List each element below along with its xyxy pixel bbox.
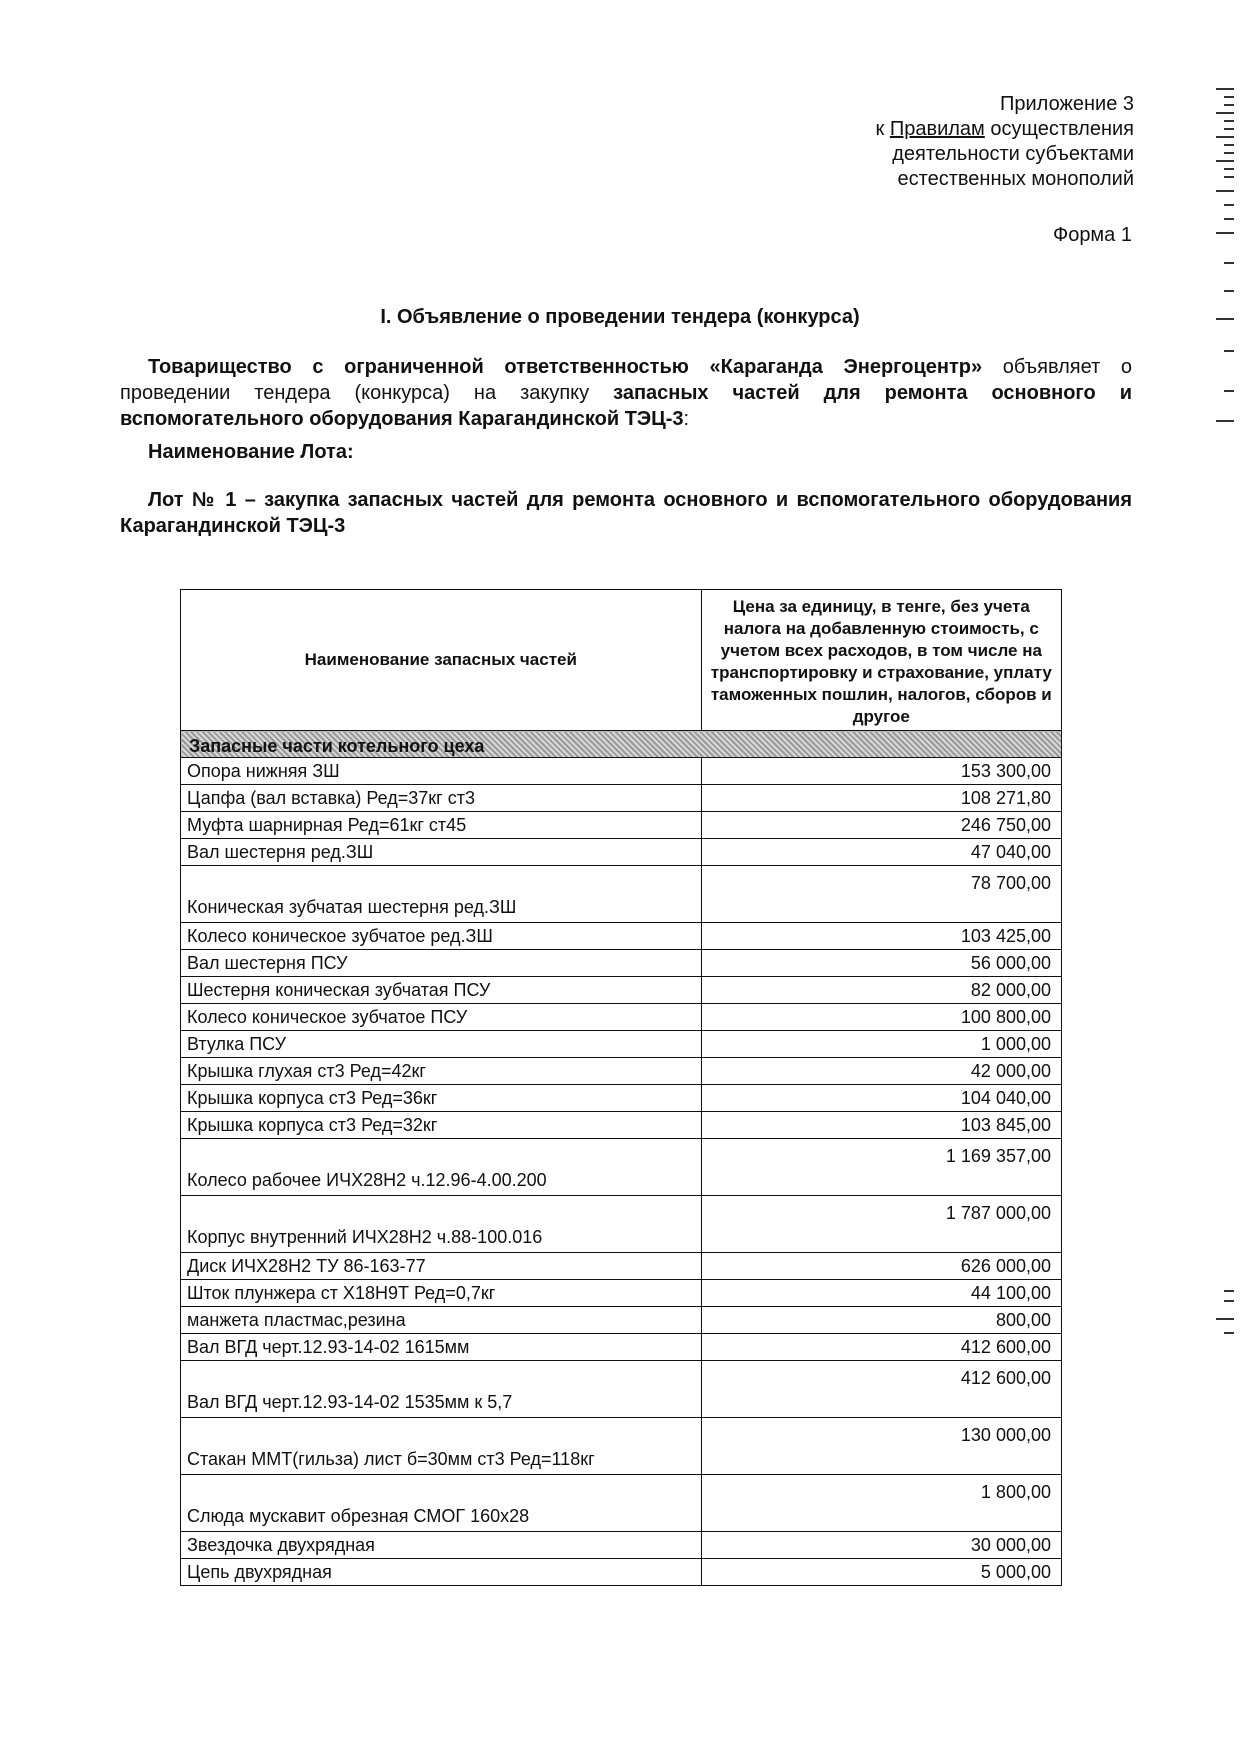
part-name: Шток плунжера ст Х18Н9Т Ред=0,7кг [181, 1280, 702, 1307]
scan-mark [1224, 350, 1234, 352]
scan-mark [1224, 390, 1234, 392]
document-title: I. Объявление о проведении тендера (конкурса) [380, 306, 860, 328]
part-name: Вал шестерня ред.ЗШ [181, 839, 702, 866]
table-row [181, 1058, 1062, 1085]
part-price: 103 425,00 [701, 923, 1061, 950]
appendix-number: Приложение 3 [1000, 93, 1134, 115]
table-row [181, 1112, 1062, 1139]
intro-text-2: : [683, 408, 690, 430]
table-row [181, 923, 1062, 950]
section-row [181, 731, 1062, 758]
table-row [181, 839, 1062, 866]
table-row [181, 1475, 1062, 1532]
table-row [181, 950, 1062, 977]
part-name: Опора нижняя ЗШ [181, 758, 702, 785]
table-row [181, 1532, 1062, 1559]
table-row [181, 1307, 1062, 1334]
scan-edge-marks [1210, 0, 1240, 1754]
intro-paragraph [120, 354, 1132, 432]
procurement-subject: запасных частей для ремонта основного и вспомогательного оборудования Карагандинской ТЭЦ-3 [120, 382, 1133, 430]
scan-mark [1216, 420, 1234, 422]
part-price: 626 000,00 [701, 1253, 1061, 1280]
part-name: Крышка глухая ст3 Ред=42кг [181, 1058, 702, 1085]
table-row [181, 1004, 1062, 1031]
intro-text-1: объявляет о проведении тендера (конкурса) на закупку [120, 356, 1132, 404]
table-row [181, 812, 1062, 839]
scan-mark [1224, 218, 1234, 220]
column-header-name: Наименование запасных частей [181, 590, 702, 731]
part-price: 30 000,00 [701, 1532, 1061, 1559]
part-name: Крышка корпуса ст3 Ред=36кг [181, 1085, 702, 1112]
table-row [181, 1280, 1062, 1307]
part-price: 108 271,80 [701, 785, 1061, 812]
part-price: 246 750,00 [701, 812, 1061, 839]
part-price: 1 000,00 [701, 1031, 1061, 1058]
table-row [181, 1139, 1062, 1196]
table-row [181, 977, 1062, 1004]
table-row [181, 1559, 1062, 1586]
table-row [181, 1253, 1062, 1280]
scan-mark [1224, 96, 1234, 98]
part-name: Колесо коническое зубчатое ПСУ [181, 1004, 702, 1031]
part-name: Корпус внутренний ИЧХ28Н2 ч.88-100.016 [181, 1196, 702, 1253]
part-name: Вал ВГД черт.12.93-14-02 1535мм к 5,7 [181, 1361, 702, 1418]
appendix-line4: естественных монополий [897, 168, 1134, 190]
scan-mark [1216, 88, 1234, 90]
part-price: 100 800,00 [701, 1004, 1061, 1031]
scan-mark [1224, 128, 1234, 130]
part-price: 103 845,00 [701, 1112, 1061, 1139]
part-price: 130 000,00 [701, 1418, 1061, 1475]
part-name: Коническая зубчатая шестерня ред.ЗШ [181, 866, 702, 923]
part-name: Цепь двухрядная [181, 1559, 702, 1586]
lot-title: Лот № 1 – закупка запасных частей для ремонта основного и вспомогательного оборудования Карагандинской ТЭЦ-3 [120, 489, 1132, 537]
section-title: Запасные части котельного цеха [181, 731, 1062, 758]
part-name: Стакан ММТ(гильза) лист б=30мм ст3 Ред=118кг [181, 1418, 702, 1475]
part-price: 800,00 [701, 1307, 1061, 1334]
part-price: 47 040,00 [701, 839, 1061, 866]
scan-mark [1216, 160, 1234, 162]
scan-mark [1216, 232, 1234, 234]
part-price: 1 787 000,00 [701, 1196, 1061, 1253]
table-row [181, 1085, 1062, 1112]
part-name: Вал ВГД черт.12.93-14-02 1615мм [181, 1334, 702, 1361]
rules-prefix: к [875, 118, 890, 140]
table-row [181, 1031, 1062, 1058]
scan-mark [1224, 1300, 1234, 1302]
part-name: Колесо рабочее ИЧХ28Н2 ч.12.96-4.00.200 [181, 1139, 702, 1196]
part-name: Вал шестерня ПСУ [181, 950, 702, 977]
part-name: Муфта шарнирная Ред=61кг ст45 [181, 812, 702, 839]
scan-mark [1224, 1290, 1234, 1292]
rules-suffix: осуществления [984, 118, 1134, 140]
table-row [181, 1196, 1062, 1253]
part-price: 78 700,00 [701, 866, 1061, 923]
scan-mark [1224, 290, 1234, 292]
part-name: Крышка корпуса ст3 Ред=32кг [181, 1112, 702, 1139]
part-price: 5 000,00 [701, 1559, 1061, 1586]
scan-mark [1224, 104, 1234, 106]
scan-mark [1224, 168, 1234, 170]
scan-mark [1216, 1318, 1234, 1320]
table-row [181, 1418, 1062, 1475]
part-price: 153 300,00 [701, 758, 1061, 785]
part-name: манжета пластмас,резина [181, 1307, 702, 1334]
table-row [181, 1361, 1062, 1418]
part-name: Цапфа (вал вставка) Ред=37кг ст3 [181, 785, 702, 812]
scan-mark [1224, 1332, 1234, 1334]
column-header-price: Цена за единицу, в тенге, без учета налога на добавленную стоимость, с учетом всех расходов, в том числе на транспортировку и страхование, уплату таможенных пошлин, налогов, сборов и другое [701, 590, 1061, 731]
part-name: Колесо коническое зубчатое ред.ЗШ [181, 923, 702, 950]
form-number: Форма 1 [1052, 224, 1132, 246]
spare-parts-table [180, 589, 1062, 1586]
scan-mark [1224, 262, 1234, 264]
part-price: 42 000,00 [701, 1058, 1061, 1085]
part-name: Диск ИЧХ28Н2 ТУ 86-163-77 [181, 1253, 702, 1280]
part-price: 44 100,00 [701, 1280, 1061, 1307]
part-price: 412 600,00 [701, 1334, 1061, 1361]
part-price: 1 169 357,00 [701, 1139, 1061, 1196]
scan-mark [1224, 204, 1234, 206]
scan-mark [1216, 190, 1234, 192]
lot-name-label: Наименование Лота: [148, 441, 354, 463]
organization-name: Товарищество с ограниченной ответственностью «Караганда Энергоцентр» [148, 356, 983, 378]
table-row [181, 1334, 1062, 1361]
scan-mark [1224, 152, 1234, 154]
appendix-line3: деятельности субъектами [892, 143, 1134, 165]
part-price: 82 000,00 [701, 977, 1061, 1004]
part-price: 1 800,00 [701, 1475, 1061, 1532]
part-price: 56 000,00 [701, 950, 1061, 977]
table-row [181, 866, 1062, 923]
appendix-header [804, 92, 1134, 192]
scan-mark [1224, 120, 1234, 122]
scan-mark [1224, 176, 1234, 178]
part-name: Звездочка двухрядная [181, 1532, 702, 1559]
rules-link[interactable]: Правилам [889, 118, 985, 140]
part-name: Слюда мускавит обрезная СМОГ 160х28 [181, 1475, 702, 1532]
scan-mark [1216, 318, 1234, 320]
part-price: 412 600,00 [701, 1361, 1061, 1418]
part-price: 104 040,00 [701, 1085, 1061, 1112]
part-name: Шестерня коническая зубчатая ПСУ [181, 977, 702, 1004]
part-name: Втулка ПСУ [181, 1031, 702, 1058]
table-row [181, 758, 1062, 785]
scan-mark [1224, 144, 1234, 146]
scan-mark [1216, 136, 1234, 138]
table-row [181, 785, 1062, 812]
table-header-row [181, 590, 1062, 731]
scan-mark [1216, 112, 1234, 114]
appendix-rules-line [804, 117, 1134, 142]
